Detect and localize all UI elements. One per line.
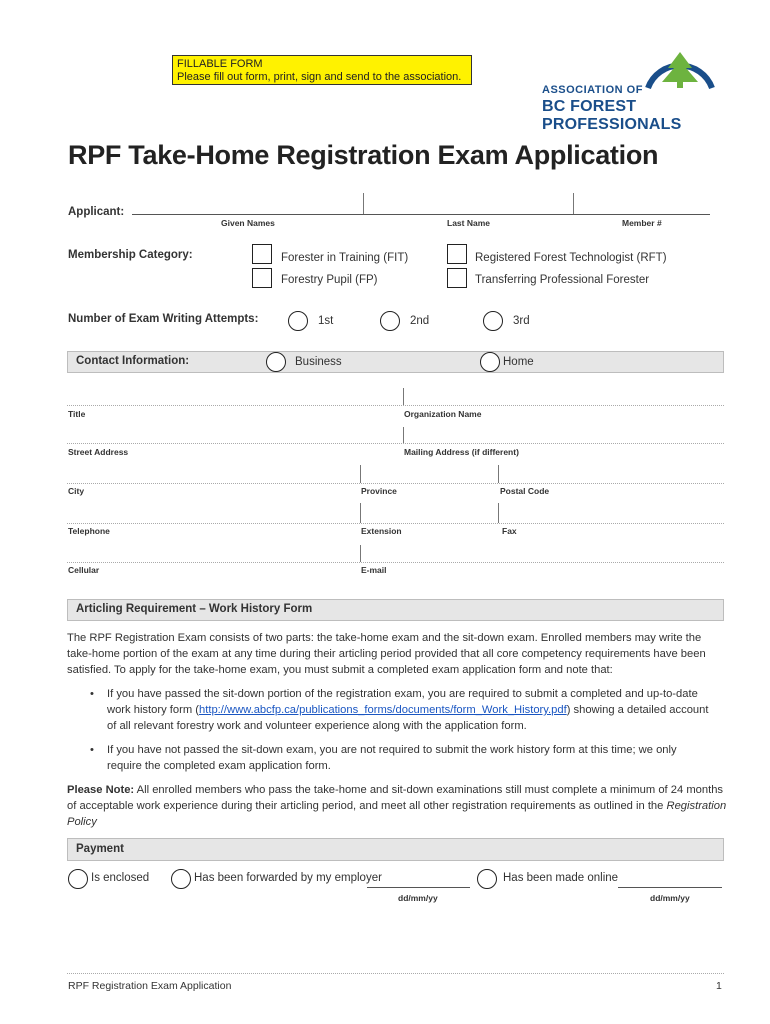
fit-checkbox[interactable] [252,244,272,264]
tree-logo-icon [640,44,720,90]
mailing-caption: Mailing Address (if different) [404,447,519,457]
title-input[interactable] [68,386,401,404]
fillable-form-banner [172,55,472,85]
page-title: RPF Take-Home Registration Exam Application [68,140,659,170]
applicant-label: Applicant: [68,206,125,218]
articling-paragraph: The RPF Registration Exam consists of two parts: the take-home exam and the sit-down exam. Enrolled members may write the take-home portion of the exam at any time during their articling period provided that all core competency requirements have been satisfied. To apply for the take-home exam, you must submit a completed exam application form and note that: [67,632,706,676]
postal-caption: Postal Code [500,486,550,496]
extension-caption: Extension [361,526,402,536]
attempt-2nd-label: 2nd [410,315,430,327]
attempt-1st-radio[interactable] [288,311,308,331]
member-number-input[interactable] [576,196,708,214]
street-caption: Street Address [68,447,129,457]
logo-line1: ASSOCIATION OF [542,84,643,96]
rft-checkbox[interactable] [447,244,467,264]
contact-section-label: Contact Information: [76,355,190,367]
telephone-input[interactable] [68,504,358,522]
footer-divider [67,973,724,974]
membership-label: Membership Category: [68,249,193,261]
email-caption: E-mail [361,565,387,575]
province-caption: Province [361,486,397,496]
cellular-caption: Cellular [68,565,100,575]
street-address-input[interactable] [68,424,401,442]
bullet-1-marker: • [90,688,94,700]
footer-title: RPF Registration Exam Application [68,980,232,992]
fp-checkbox[interactable] [252,268,272,288]
last-name-caption: Last Name [447,218,490,228]
payment-online-radio[interactable] [477,869,497,889]
bullet-2-marker: • [90,744,94,756]
applicant-line [132,214,710,215]
payment-employer-label: Has been forwarded by my employer [194,872,382,884]
organization-caption: Organization Name [404,409,482,419]
bullet-1: If you have passed the sit-down portion of the registration exam, you are required to submit a completed and up-to-date work history form (http://www.abcfp.ca/publications_forms/documents/form_Work_History.pdf) showing a detailed account of all relevant forestry work and volunteer experience along with the application form. [107,688,709,732]
attempts-label: Number of Exam Writing Attempts: [68,313,259,325]
page-number: 1 [716,980,722,992]
last-name-input[interactable] [366,196,571,214]
province-input[interactable] [362,464,496,482]
banner-line1: FILLABLE FORM [177,58,263,70]
logo-line2: BC FOREST PROFESSIONALS [542,98,682,133]
business-radio[interactable] [266,352,286,372]
home-label: Home [503,356,534,368]
bullet-2: If you have not passed the sit-down exam, you are not required to submit the work history form at this time; we only require the completed exam application form. [107,744,677,772]
payment-enclosed-label: Is enclosed [91,872,150,884]
attempt-2nd-radio[interactable] [380,311,400,331]
fit-label: Forester in Training (FIT) [281,252,409,264]
organization-input[interactable] [405,386,723,404]
telephone-caption: Telephone [68,526,110,536]
articling-section-header [67,599,724,621]
payment-section-header [67,838,724,861]
work-history-link[interactable]: http://www.abcfp.ca/publications_forms/documents/form_Work_History.pdf [199,704,567,716]
banner-line2: Please fill out form, print, sign and send to the association. [177,71,462,83]
city-input[interactable] [68,464,358,482]
attempt-3rd-radio[interactable] [483,311,503,331]
cellular-input[interactable] [68,543,358,561]
employer-date-input[interactable] [367,870,470,886]
given-names-input[interactable] [133,196,361,214]
tpf-checkbox[interactable] [447,268,467,288]
date-caption-1: dd/mm/yy [398,893,438,903]
home-radio[interactable] [480,352,500,372]
fax-input[interactable] [500,504,723,522]
payment-section-label: Payment [76,843,124,855]
postal-code-input[interactable] [500,464,723,482]
online-date-input[interactable] [618,870,722,886]
title-caption: Title [68,409,86,419]
payment-employer-radio[interactable] [171,869,191,889]
articling-section-label: Articling Requirement – Work History Form [76,603,313,615]
given-names-caption: Given Names [221,218,275,228]
please-note-paragraph: Please Note: All enrolled members who pass the take-home and sit-down examinations still must complete a minimum of 24 months of acceptable work experience during their articling period, and meet all other registration requirements as outlined in the Registration Policy [67,784,727,828]
date-caption-2: dd/mm/yy [650,893,690,903]
attempt-3rd-label: 3rd [513,315,530,327]
business-label: Business [295,356,342,368]
fp-label: Forestry Pupil (FP) [281,274,378,286]
payment-online-label: Has been made online [503,872,619,884]
member-caption: Member # [622,218,662,228]
email-input[interactable] [362,543,723,561]
contact-section-header [67,351,724,373]
mailing-address-input[interactable] [405,424,723,442]
attempt-1st-label: 1st [318,315,334,327]
payment-enclosed-radio[interactable] [68,869,88,889]
extension-input[interactable] [362,504,496,522]
fax-caption: Fax [502,526,517,536]
rft-label: Registered Forest Technologist (RFT) [475,252,667,264]
city-caption: City [68,486,85,496]
tpf-label: Transferring Professional Forester [475,274,650,286]
